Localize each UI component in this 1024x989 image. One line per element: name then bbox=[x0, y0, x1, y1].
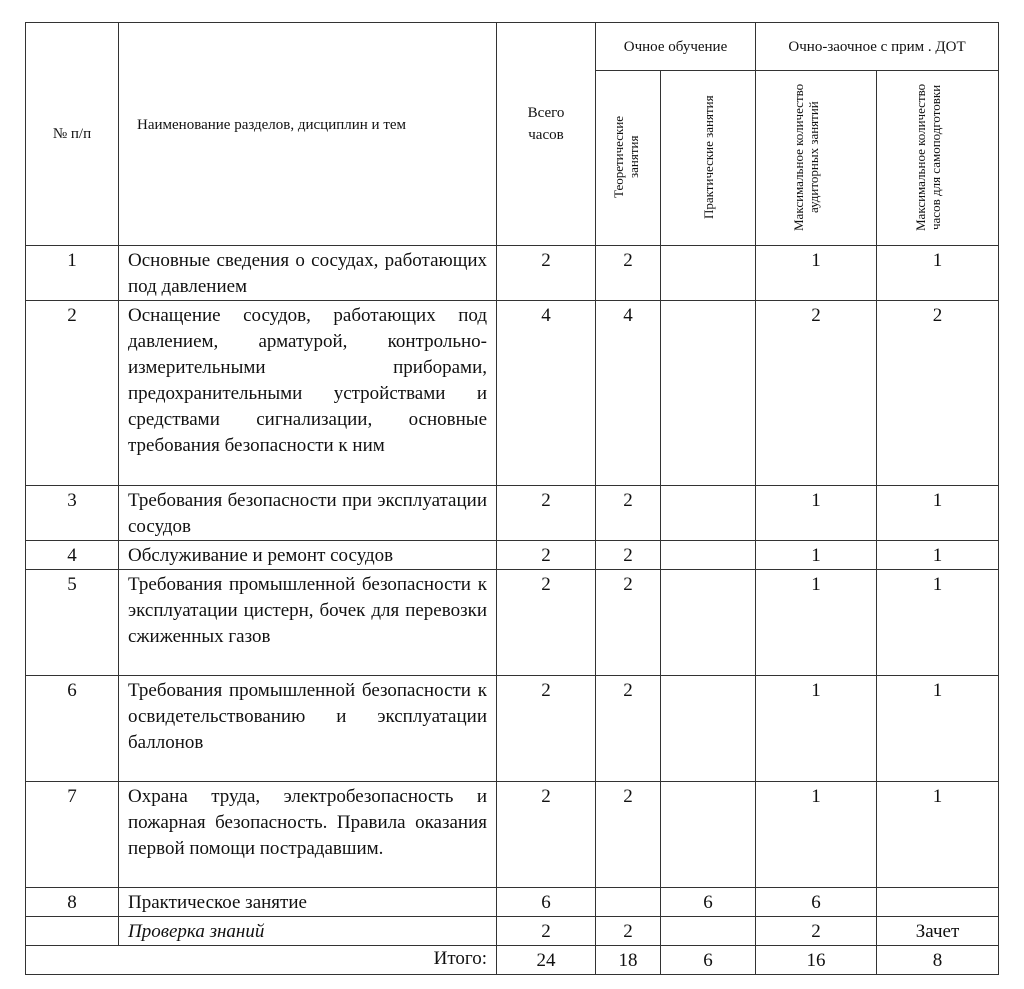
row-number: 3 bbox=[26, 486, 119, 541]
row-number: 2 bbox=[26, 301, 119, 486]
row-max-self: 1 bbox=[877, 541, 999, 570]
row-number: 4 bbox=[26, 541, 119, 570]
row-total: 2 bbox=[497, 676, 596, 782]
row-theory: 2 bbox=[596, 782, 661, 888]
header-sub-practice: Практические занятия bbox=[700, 94, 716, 219]
row-max-self: 1 bbox=[877, 570, 999, 676]
row-max-aud: 1 bbox=[756, 541, 877, 570]
row-max-self: 1 bbox=[877, 486, 999, 541]
row-max-self: 1 bbox=[877, 676, 999, 782]
row-total: 2 bbox=[497, 570, 596, 676]
table-row bbox=[26, 676, 999, 782]
check-row-total: 2 bbox=[497, 917, 596, 946]
header-sub-max-aud-cell bbox=[756, 71, 877, 246]
row-max-aud: 1 bbox=[756, 782, 877, 888]
total-row bbox=[26, 946, 999, 975]
row-practice bbox=[661, 570, 756, 676]
total-hours: 24 bbox=[497, 946, 596, 975]
row-theory: 2 bbox=[596, 486, 661, 541]
header-sub-practice-cell bbox=[661, 71, 756, 246]
row-max-aud: 1 bbox=[756, 486, 877, 541]
row-number: 7 bbox=[26, 782, 119, 888]
row-max-aud: 1 bbox=[756, 570, 877, 676]
row-theory: 2 bbox=[596, 676, 661, 782]
row-theory bbox=[596, 888, 661, 917]
row-number: 1 bbox=[26, 246, 119, 301]
row-title: Требования промышленной безопасности к эксплуатации цистерн, бочек для перевозки сжиженных газов bbox=[119, 570, 497, 676]
check-row-theory: 2 bbox=[596, 917, 661, 946]
header-title: Наименование разделов, дисциплин и тем bbox=[119, 23, 497, 246]
row-max-self bbox=[877, 888, 999, 917]
total-max-aud: 16 bbox=[756, 946, 877, 975]
table-row bbox=[26, 541, 999, 570]
table-row bbox=[26, 888, 999, 917]
row-title: Оснащение сосудов, работающих под давлением, арматурой, контрольно-измерительными приборами, предохранительными устройствами и средствами сигнализации, основные требования безопасности к ним bbox=[119, 301, 497, 486]
header-total: Всего часов bbox=[497, 23, 596, 246]
row-total: 2 bbox=[497, 486, 596, 541]
header-sub-max-self-cell bbox=[877, 71, 999, 246]
row-number: 5 bbox=[26, 570, 119, 676]
header-sub-max-aud: Максимальное количество аудиторных занятий bbox=[791, 82, 822, 231]
total-label: Итого: bbox=[26, 946, 497, 975]
row-max-self: 2 bbox=[877, 301, 999, 486]
row-max-aud: 1 bbox=[756, 246, 877, 301]
row-total: 2 bbox=[497, 246, 596, 301]
row-max-aud: 2 bbox=[756, 301, 877, 486]
row-number: 6 bbox=[26, 676, 119, 782]
row-practice bbox=[661, 541, 756, 570]
check-row-max-self: Зачет bbox=[877, 917, 999, 946]
row-max-aud: 1 bbox=[756, 676, 877, 782]
table-row bbox=[26, 246, 999, 301]
row-theory: 2 bbox=[596, 246, 661, 301]
header-group-fulltime: Очное обучение bbox=[596, 23, 756, 71]
row-max-aud: 6 bbox=[756, 888, 877, 917]
row-total: 6 bbox=[497, 888, 596, 917]
check-row bbox=[26, 917, 999, 946]
header-sub-max-self: Максимальное количество часов для самоподготовки bbox=[912, 82, 943, 231]
row-total: 2 bbox=[497, 782, 596, 888]
total-max-self: 8 bbox=[877, 946, 999, 975]
row-practice bbox=[661, 676, 756, 782]
total-practice: 6 bbox=[661, 946, 756, 975]
check-row-max-aud: 2 bbox=[756, 917, 877, 946]
row-max-self: 1 bbox=[877, 782, 999, 888]
row-title: Основные сведения о сосудах, работающих под давлением bbox=[119, 246, 497, 301]
row-title: Охрана труда, электробезопасность и пожарная безопасность. Правила оказания первой помощи пострадавшим. bbox=[119, 782, 497, 888]
row-title: Требования промышленной безопасности к освидетельствованию и эксплуатации баллонов bbox=[119, 676, 497, 782]
table-row bbox=[26, 486, 999, 541]
row-theory: 2 bbox=[596, 541, 661, 570]
row-practice bbox=[661, 782, 756, 888]
row-theory: 4 bbox=[596, 301, 661, 486]
row-practice bbox=[661, 301, 756, 486]
row-number: 8 bbox=[26, 888, 119, 917]
header-sub-theory-cell bbox=[596, 71, 661, 246]
check-row-title: Проверка знаний bbox=[119, 917, 497, 946]
total-theory: 18 bbox=[596, 946, 661, 975]
row-title: Требования безопасности при эксплуатации сосудов bbox=[119, 486, 497, 541]
header-num: № п/п bbox=[26, 23, 119, 246]
table-row bbox=[26, 570, 999, 676]
curriculum-table bbox=[25, 22, 999, 975]
row-total: 2 bbox=[497, 541, 596, 570]
table-row bbox=[26, 301, 999, 486]
row-title: Обслуживание и ремонт сосудов bbox=[119, 541, 497, 570]
row-title: Практическое занятие bbox=[119, 888, 497, 917]
header-row-1 bbox=[26, 23, 999, 71]
row-practice bbox=[661, 246, 756, 301]
row-total: 4 bbox=[497, 301, 596, 486]
check-row-number bbox=[26, 917, 119, 946]
table-row bbox=[26, 782, 999, 888]
row-practice: 6 bbox=[661, 888, 756, 917]
row-practice bbox=[661, 486, 756, 541]
row-max-self: 1 bbox=[877, 246, 999, 301]
check-row-practice bbox=[661, 917, 756, 946]
header-sub-theory: Теоретические занятия bbox=[611, 115, 641, 198]
header-group-parttime: Очно-заочное с прим . ДОТ bbox=[756, 23, 999, 71]
row-theory: 2 bbox=[596, 570, 661, 676]
